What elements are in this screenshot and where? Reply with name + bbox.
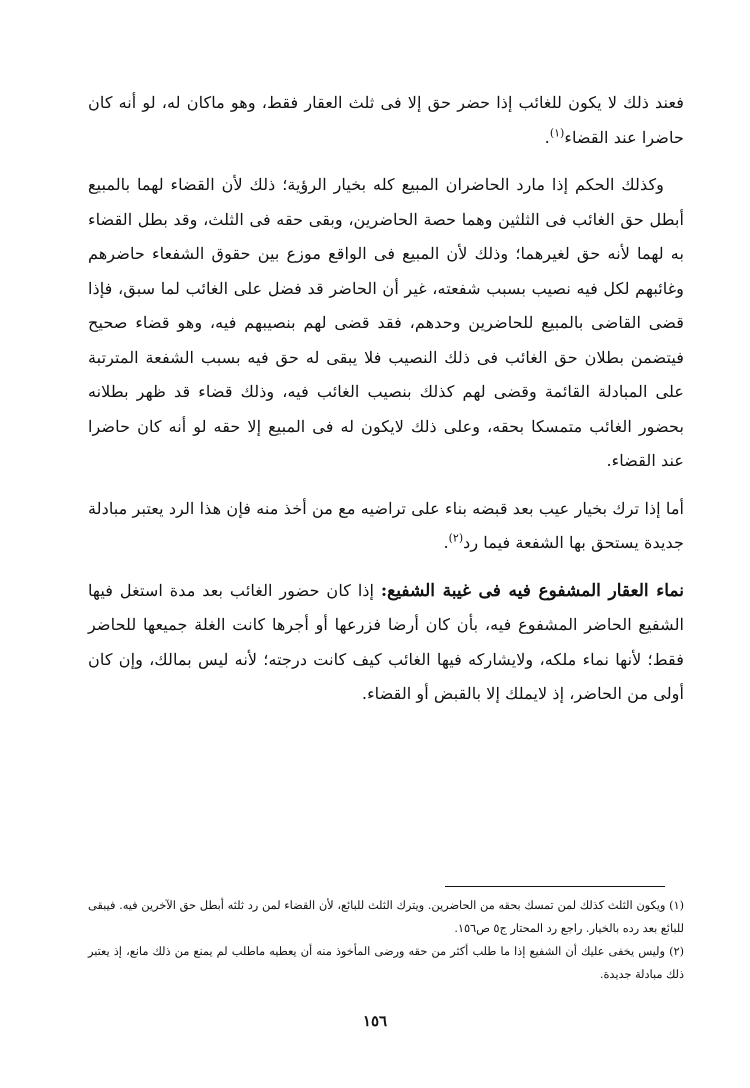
footnote-marker-1: (١): [549, 126, 565, 140]
main-text: [88, 86, 684, 712]
footnote-1: (١) ويكون الثلث كذلك لمن تمسك بحقه من الحاضرين. ويترك الثلث للبائع، لأن القضاء لمن رد ثلثه أبطل حق الآخرين فيه. فيبقى للبائع بعد رده بالخيار. راجع رد المحتار ج٥ ص١٥٦.: [88, 899, 684, 935]
footnote-marker-2: (٢): [448, 531, 464, 545]
paragraph-4-text: إذا كان حضور الغائب بعد مدة استغل فيها الشفيع الحاضر المشفوع فيه، بأن كان أرضا فزرعها أو أجرها كانت الغلة جميعها للحاضر فقط؛ لأنها نماء ملكه، ولايشاركه فيها الغائب كيف كانت درجته؛ لأنه ليس بمالك، وإن كان أولى من الحاضر، إذ لايملك إلا بالقبض أو القضاء.: [88, 580, 684, 703]
paragraph-3: [88, 492, 684, 561]
paragraph-2: وكذلك الحكم إذا مارد الحاضران المبيع كله بخيار الرؤية؛ ذلك لأن القضاء لهما بالمبيع أبطل حق الغائب فى الثلثين وهما حصة الحاضرين، وبقى حقه فى الثلث، وقد بطل القضاء به لهما لأنه حق لغيرهما؛ وذلك لأن المبيع فى الواقع موزع بين حقوق الشفعاء حاضرهم وغائبهم لكل فيه نصيب بسبب شفعته، غير أن الحاضر قد فضل على الغائب لما سبق، فإذا قضى القاضى بالمبيع للحاضرين وحدهم، فقد قضى لهم بنصيبهم فيه، وهو قضاء صحيح فيتضمن بطلان حق الغائب فى ذلك النصيب فلا يبقى له حق فيه بسبب الشفعة المترتبة على المبادلة القائمة وقضى لهم كذلك بنصيب الغائب فيه، وذلك قضاء قد ظهر بطلانه بحضور الغائب متمسكا بحقه، وعلى ذلك لايكون له فى المبيع إلا حقه لو أنه كان حاضرا عند القضاء.: [88, 175, 684, 470]
footnote-divider: [445, 886, 665, 887]
footnote-2: (٢) وليس يخفى عليك أن الشفيع إذا ما طلب أكثر من حقه ورضى المأخوذ منه أن يعطيه ماطلب لم يمنع من ذلك مانع، إذ يعتبر ذلك مبادلة جديدة.: [88, 945, 684, 981]
paragraph-4: [88, 574, 684, 712]
paragraph-1: [88, 86, 684, 155]
section-heading: نماء العقار المشفوع فيه فى غيبة الشفيع:: [380, 580, 684, 601]
paragraph-1-end: .: [544, 127, 550, 147]
paragraph-3-text: أما إذا ترك بخيار عيب بعد قبضه بناء على تراضيه مع من أخذ منه فإن هذا الرد يعتبر مبادلة جديدة يستحق بها الشفعة فيما رد: [88, 498, 684, 552]
paragraph-3-end: .: [443, 533, 449, 552]
page-number: ١٥٦: [362, 1012, 388, 1030]
paragraph-1-text: فعند ذلك لا يكون للغائب إذا حضر حق إلا فى ثلث العقار فقط، وهو ماكان له، لو أنه كان حاضرا عند القضاء: [88, 93, 684, 147]
footnotes: [88, 894, 684, 986]
